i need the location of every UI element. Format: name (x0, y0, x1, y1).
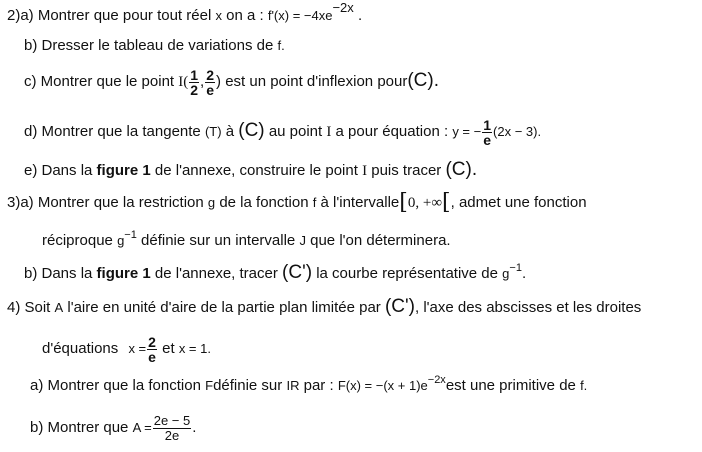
q4-curve: (C') (384, 296, 415, 317)
q2d-eq-start: y = − (452, 124, 482, 139)
q3a2-exp: −1 (124, 229, 137, 241)
q2c-label: c) Montrer que le point (24, 73, 175, 90)
q3a2-g: g (117, 233, 125, 248)
q4a-text2: définie sur (213, 377, 283, 394)
q4-text3: , l'axe des abscisses et les droites (414, 299, 642, 316)
q4c-A: A = (132, 420, 152, 435)
q2a-exp: −2x (332, 0, 354, 15)
q3a2-J: J (299, 233, 306, 248)
q3b-pre: b) Dans la (24, 265, 93, 282)
q2c-text2: est un point d'inflexion pour (225, 73, 408, 90)
q3b-exp: −1 (509, 262, 522, 274)
q2a-label: 2)a) Montrer que pour tout réel (7, 7, 212, 24)
q2b-line (24, 36, 285, 56)
q3b-curve: (C') (282, 262, 313, 283)
q4a-F: F (205, 378, 214, 393)
q2e-curve: (C). (445, 159, 478, 180)
q2b-f: f. (277, 38, 285, 53)
q4c-end: . (192, 419, 197, 436)
q2e-text2: de l'annexe, construire le point (154, 162, 358, 179)
q4a-f: f. (580, 378, 588, 393)
q3b-g: g (502, 266, 510, 281)
q4a-line (30, 376, 587, 397)
q2c-frac-y: $\frac{2}{e}$ (206, 66, 215, 98)
q2d-line (24, 112, 541, 151)
q2c-close: ) (216, 73, 222, 90)
q3a-label: 3)a) Montrer que la restriction (7, 194, 204, 211)
q2d-text3: a pour équation : (335, 123, 449, 140)
q2c-point: I( (178, 74, 189, 90)
q2a-var: x (215, 8, 222, 23)
q4a-exp: −2x (427, 374, 446, 386)
q4b-et: et (162, 340, 175, 357)
q4b-line (42, 330, 211, 368)
q2c-comma: , (200, 73, 205, 90)
q3a2-text2: définie sur un intervalle (141, 232, 296, 249)
q2d-frac: $\frac{1}{e}$ (483, 116, 492, 148)
q3a-text3: à l'intervalle (320, 194, 400, 211)
q2e-fig: figure 1 (96, 162, 151, 179)
q2e-text3: puis tracer (371, 162, 442, 179)
q3a-text2: de la fonction (219, 194, 309, 211)
q3a-left-bracket: [ (399, 190, 408, 215)
q2c-curve: (C). (407, 70, 439, 91)
q4c-frac: $\frac{2e - 5}{2e}$ (153, 412, 191, 443)
q2d-a: à (225, 123, 235, 140)
q4a-IR: IR (286, 378, 300, 393)
q4a-text3: par : (303, 377, 334, 394)
q2a-text2: on a : (226, 7, 264, 24)
q2d-label: d) Montrer que la tangente (24, 123, 201, 140)
q3b-text2: de l'annexe, tracer (154, 265, 278, 282)
q4-A: A (54, 300, 64, 315)
q4a-text4: est une primitive de (445, 377, 576, 394)
q4b-x2: x = 1. (178, 341, 211, 356)
q4b-frac: $\frac{2}{e}$ (148, 333, 156, 365)
q2e-I: I (362, 163, 368, 179)
q4-label: 4) Soit (7, 299, 51, 316)
q2e-pre: e) Dans la (24, 162, 93, 179)
q2b-label: b) Dresser le tableau de variations de (24, 37, 274, 54)
q4a-label: a) Montrer que la fonction (30, 377, 201, 394)
q4-line (7, 297, 641, 318)
q2d-I: I (326, 124, 332, 140)
q2a-end: . (357, 7, 363, 24)
q4c-line (30, 409, 196, 447)
q2c-frac-x: $\frac{1}{2}$ (190, 66, 199, 98)
q2d-text2: au point (268, 123, 323, 140)
q3b-text3: la courbe représentative de (316, 265, 498, 282)
q4a-expr: F(x) = −(x + 1)e (337, 378, 428, 393)
q3a-right-bracket: [ (442, 190, 451, 215)
q2d-T: (T) (204, 124, 222, 139)
q2d-eq-end: (2x − 3). (493, 124, 542, 139)
q2c-line (24, 62, 439, 101)
q3a-text4: , admet une fonction (450, 194, 587, 211)
q3a-line (7, 190, 587, 215)
q4c-label: b) Montrer que (30, 419, 129, 436)
q3b-fig: figure 1 (96, 265, 151, 282)
q2d-C: (C) (238, 120, 265, 141)
q3a2-pre: réciproque (42, 232, 113, 249)
q3a2-line (42, 231, 451, 252)
q3b-end: . (521, 265, 527, 282)
q2a-line (7, 0, 363, 26)
q3a2-text3: que l'on déterminera. (310, 232, 451, 249)
q3b-line (24, 263, 526, 285)
q2e-line (24, 160, 477, 181)
q3a-interval: 0, +∞ (407, 195, 443, 211)
q4b-x1: x = (128, 341, 147, 356)
q4-text2: l'aire en unité d'aire de la partie plan limitée par (67, 299, 381, 316)
q3a-f: f (312, 195, 317, 210)
q2a-fprime: f'(x) = −4xe (267, 8, 333, 23)
q4b-pre: d'équations (42, 340, 119, 357)
q3a-g: g (207, 195, 216, 210)
